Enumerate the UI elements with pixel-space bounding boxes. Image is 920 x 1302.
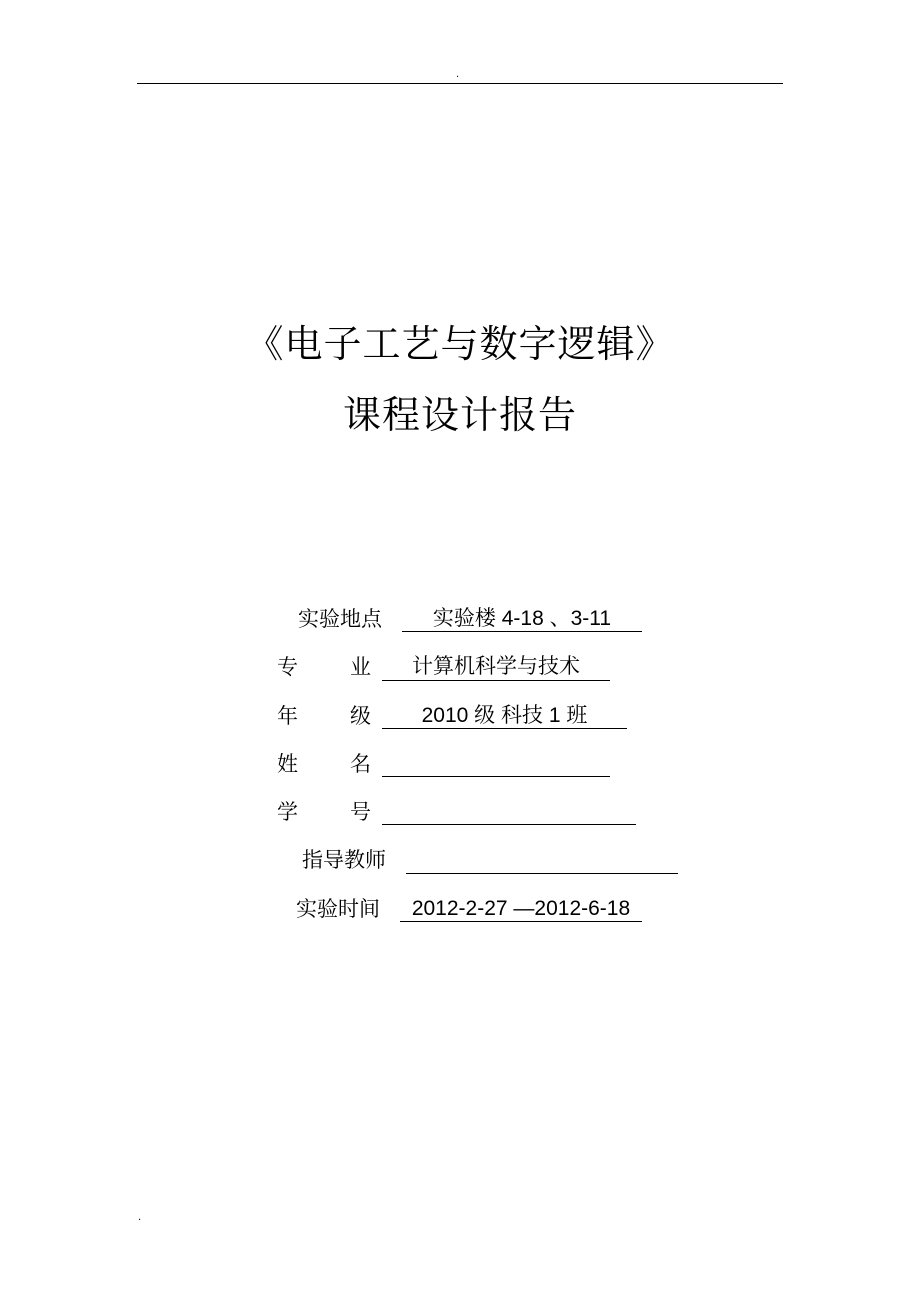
advisor-underline bbox=[406, 873, 678, 874]
location-value: 实验楼 4-18 、3-11 bbox=[432, 607, 612, 630]
report-title: 课程设计报告 bbox=[342, 393, 577, 437]
major-label-char2: 业 bbox=[350, 655, 371, 679]
name-underline bbox=[382, 776, 610, 777]
student-id-label-char1: 学 bbox=[277, 800, 298, 824]
major-value: 计算机科学与技术 bbox=[412, 655, 580, 678]
grade-value: 2010 级 科技 1 班 bbox=[421, 704, 588, 727]
name-label-char1: 姓 bbox=[277, 752, 298, 776]
grade-label-char1: 年 bbox=[277, 704, 298, 728]
location-underline bbox=[402, 631, 642, 632]
time-value: 2012-2-27 —2012-6-18 bbox=[411, 897, 631, 920]
student-id-label-char2: 号 bbox=[350, 800, 371, 824]
header-rule bbox=[137, 83, 783, 84]
footer-dot: . bbox=[138, 1212, 142, 1223]
major-label-char1: 专 bbox=[277, 655, 298, 679]
location-label: 实验地点 bbox=[298, 607, 382, 631]
grade-label-char2: 级 bbox=[350, 704, 371, 728]
course-title: 《电子工艺与数字逻辑》 bbox=[245, 322, 675, 366]
advisor-label: 指导教师 bbox=[302, 848, 386, 872]
header-dot: . bbox=[456, 69, 460, 80]
time-label: 实验时间 bbox=[296, 897, 380, 921]
time-underline bbox=[400, 921, 642, 922]
major-underline bbox=[382, 680, 610, 681]
grade-underline bbox=[382, 728, 627, 729]
student-id-underline bbox=[382, 824, 636, 825]
name-label-char2: 名 bbox=[350, 752, 371, 776]
